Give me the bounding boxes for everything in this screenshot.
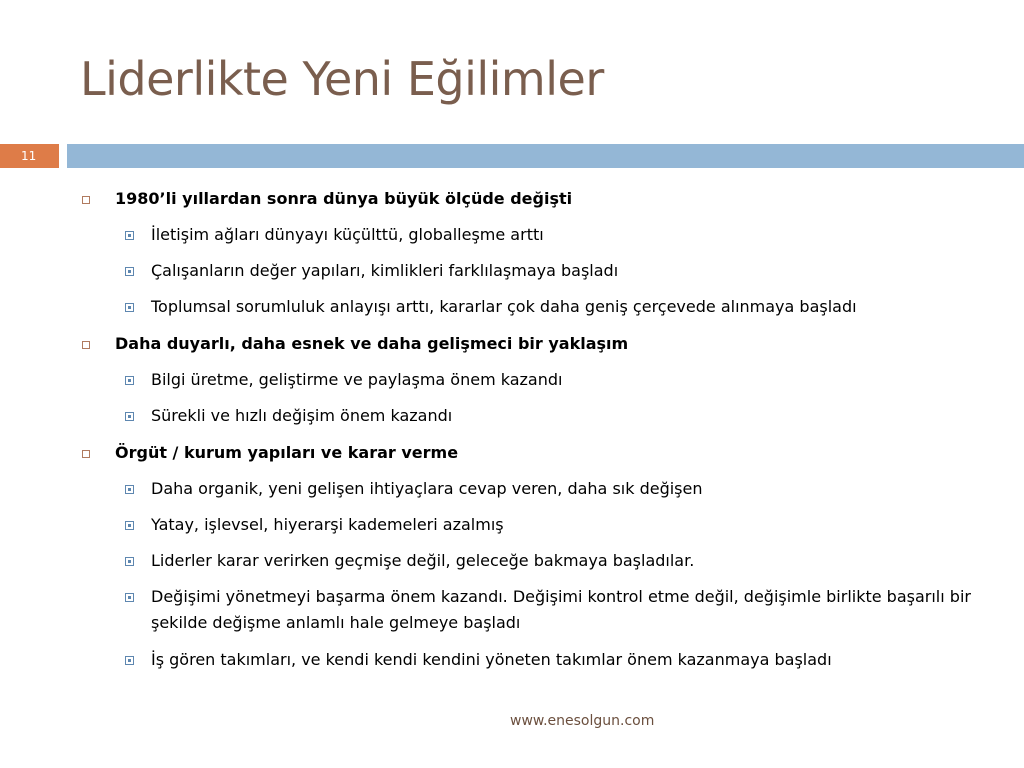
title-divider-band (67, 144, 1024, 168)
filled-square-bullet-icon (125, 656, 134, 665)
filled-square-bullet-icon (125, 521, 134, 530)
list-item: Sürekli ve hızlı değişim önem kazandı (151, 406, 453, 425)
list-item: İletişim ağları dünyayı küçülttü, globalleşme arttı (151, 225, 544, 244)
list-heading: Örgüt / kurum yapıları ve karar verme (115, 443, 459, 462)
filled-square-bullet-icon (125, 231, 134, 240)
list-heading: 1980’li yıllardan sonra dünya büyük ölçüde değişti (115, 189, 573, 208)
filled-square-bullet-icon (125, 267, 134, 276)
slide-title: Liderlikte Yeni Eğilimler (80, 52, 604, 106)
list-item: Yatay, işlevsel, hiyerarşi kademeleri azalmış (151, 515, 504, 534)
square-bullet-icon (82, 196, 90, 204)
list-item: Değişimi yönetmeyi başarma önem kazandı. Değişimi kontrol etme değil, değişimle birlikte başarılı bir şekilde değişme anlamlı hale gelmeye başladı (151, 587, 971, 632)
square-bullet-icon (82, 341, 90, 349)
square-bullet-icon (82, 450, 90, 458)
list-item: Toplumsal sorumluluk anlayışı arttı, kararlar çok daha geniş çerçevede alınmaya başladı (151, 297, 857, 316)
filled-square-bullet-icon (125, 303, 134, 312)
filled-square-bullet-icon (125, 412, 134, 421)
list-item: Daha organik, yeni gelişen ihtiyaçlara cevap veren, daha sık değişen (151, 479, 703, 498)
list-item: Liderler karar verirken geçmişe değil, geleceğe bakmaya başladılar. (151, 551, 695, 570)
filled-square-bullet-icon (125, 557, 134, 566)
footer-url: www.enesolgun.com (510, 713, 655, 729)
filled-square-bullet-icon (125, 485, 134, 494)
filled-square-bullet-icon (125, 376, 134, 385)
list-item: Bilgi üretme, geliştirme ve paylaşma önem kazandı (151, 370, 563, 389)
list-heading: Daha duyarlı, daha esnek ve daha gelişmeci bir yaklaşım (115, 334, 629, 353)
slide-number: 11 (0, 144, 59, 168)
filled-square-bullet-icon (125, 593, 134, 602)
list-item: Çalışanların değer yapıları, kimlikleri farklılaşmaya başladı (151, 261, 619, 280)
list-item: İş gören takımları, ve kendi kendi kendini yöneten takımlar önem kazanmaya başladı (151, 650, 832, 669)
